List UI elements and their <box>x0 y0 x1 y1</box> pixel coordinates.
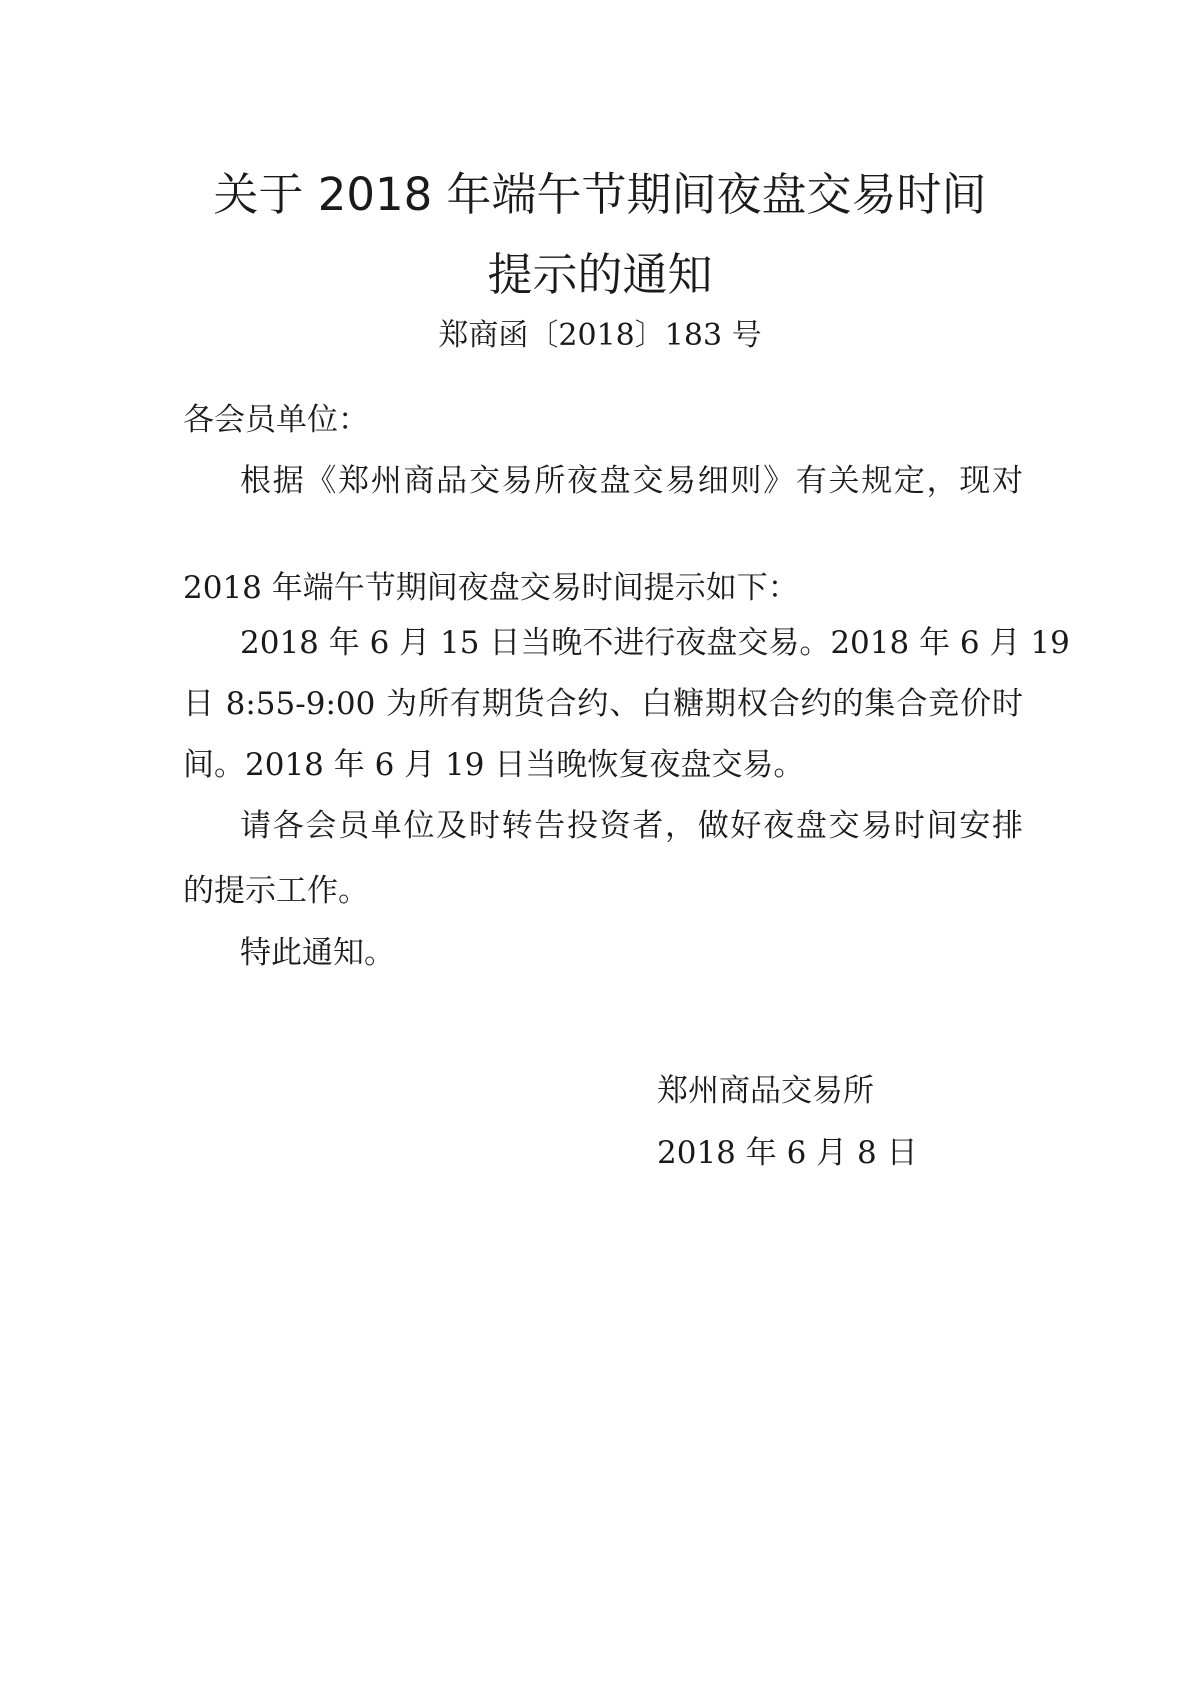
document-title-line-1: 关于 2018 年端午节期间夜盘交易时间 <box>213 168 987 221</box>
document-title-line-2: 提示的通知 <box>487 248 713 301</box>
paragraph-3-line-1: 请各会员单位及时转告投资者，做好夜盘交易时间安排 <box>240 808 1023 844</box>
paragraph-4-line-1: 特此通知。 <box>240 935 395 971</box>
paragraph-1-line-2: 2018 年端午节期间夜盘交易时间提示如下： <box>183 570 799 606</box>
paragraph-2-line-1: 2018 年 6 月 15 日当晚不进行夜盘交易。2018 年 6 月 19 <box>240 625 1070 661</box>
document-number: 郑商函〔2018〕183 号 <box>438 318 762 353</box>
paragraph-1-line-1: 根据《郑州商品交易所夜盘交易细则》有关规定，现对 <box>240 463 1023 499</box>
paragraph-3-line-2: 的提示工作。 <box>183 873 369 909</box>
signature-organization: 郑州商品交易所 <box>657 1073 874 1109</box>
paragraph-2-line-3: 间。2018 年 6 月 19 日当晚恢复夜盘交易。 <box>183 747 805 783</box>
salutation: 各会员单位： <box>183 402 369 438</box>
signature-date: 2018 年 6 月 8 日 <box>657 1135 918 1171</box>
paragraph-2-line-2: 日 8:55-9:00 为所有期货合约、白糖期权合约的集合竞价时 <box>183 686 1023 722</box>
